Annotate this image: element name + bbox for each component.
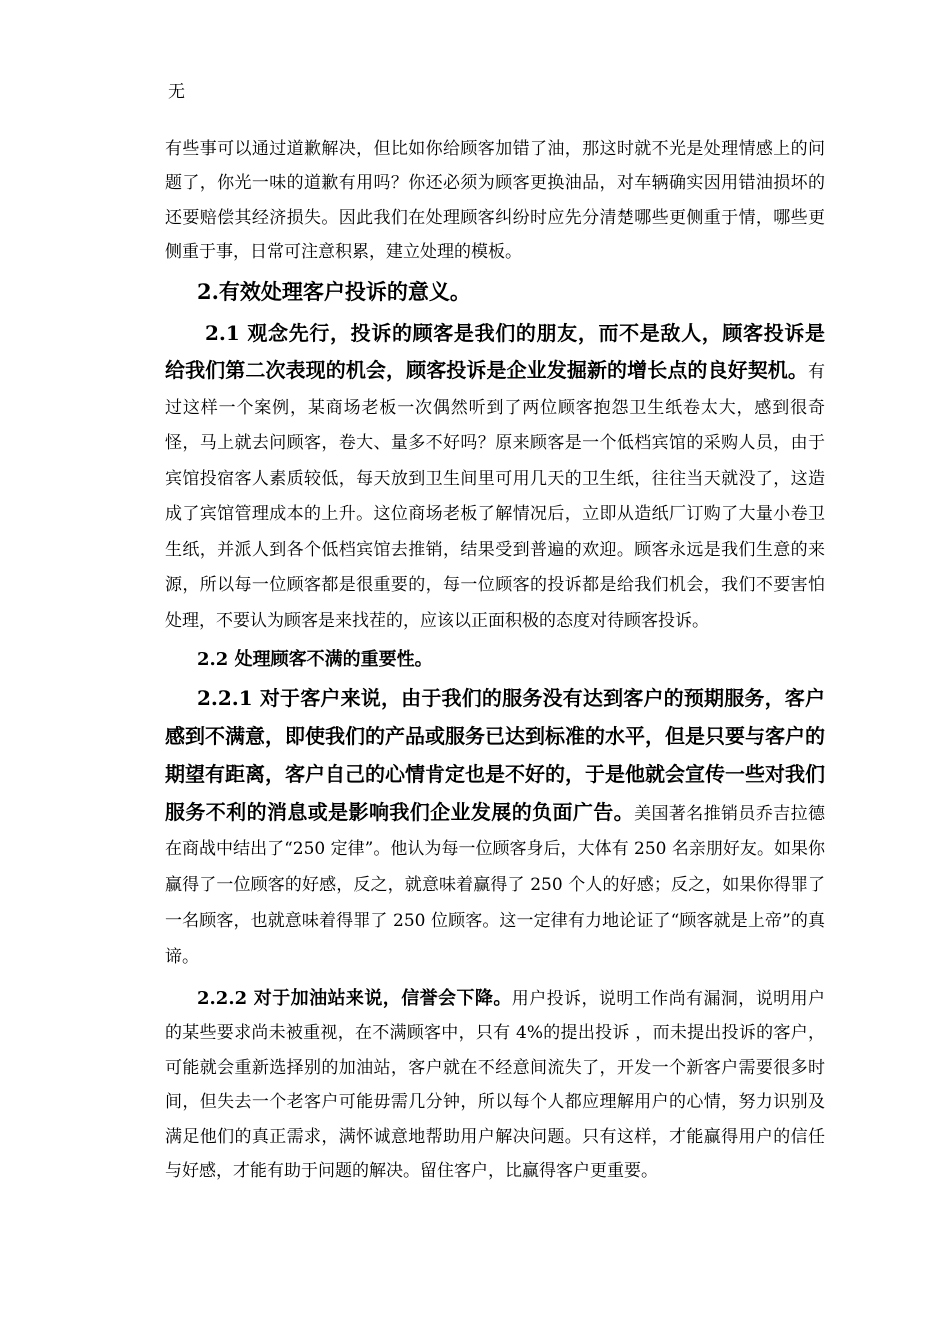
paragraph-2-1-body: 有过这样一个案例，某商场老板一次偶然听到了两位顾客抱怨卫生纸卷太大，感到很奇怪，马上就去问顾客，卷大、量多不好吗？原来顾客是一个低档宾馆的采购人员，由于宾馆投宿客人素质较低，每天放到卫生间里可用几天的卫生纸，往往当天就没了，这造成了宾馆管理成本的上升。这位商场老板了解情况后，立即从造纸厂订购了大量小卷卫生纸，并派人到各个低档宾馆去推销，结果受到普遍的欢迎。顾客永远是我们生意的来源，所以每一位顾客都是很重要的，每一位顾客的投诉都是给我们机会，我们不要害怕处理，不要认为顾客是来找茬的，应该以正面积极的态度对待顾客投诉。	[165, 362, 825, 631]
paragraph-2-2-2-lead: 2.2.2 对于加油站来说，信誉会下降。	[197, 987, 512, 1009]
section-heading-2: 2.有效处理客户投诉的意义。	[197, 278, 471, 304]
paragraph-2-2-1-body: 美国著名推销员乔吉拉德在商战中结出了“250 定律”。他认为每一位顾客身后，大体有 250 名亲朋好友。如果你赢得了一位顾客的好感，反之，就意味着赢得了 250 个人的好感；反之，如果你得罪了一名顾客，也就意味着得罪了 250 位顾客。这一定律有力地论证了“顾客就是上帝”的真谛。	[165, 803, 826, 967]
paragraph-2-1-lead: 2.1 观念先行，投诉的顾客是我们的朋友，而不是敌人，顾客投诉是给我们第二次表现的机会，顾客投诉是企业发掘新的增长点的良好契机。	[165, 320, 825, 383]
paragraph-2-2-1-lead: 2.2.1 对于客户来说，由于我们的服务没有达到客户的预期服务，客户感到不满意，即使我们的产品或服务已达到标准的水平，但是只要与客户的期望有距离，客户自己的心情肯定也是不好的，于是他就会宣传一些对我们服务不利的消息或是影响我们企业发展的负面广告。	[165, 686, 825, 824]
paragraph-intro: 有些事可以通过道歉解决，但比如你给顾客加错了油，那这时就不光是处理情感上的问题了，你光一味的道歉有用吗？你还必须为顾客更换油品，对车辆确实因用错油损坏的还要赔偿其经济损失。因此我们在处理顾客纠纷时应先分清楚哪些更侧重于情，哪些更侧重于事，日常可注意积累，建立处理的模板。	[165, 139, 825, 263]
paragraph-2-1	[165, 316, 825, 640]
paragraph-2-2-2	[165, 982, 825, 1190]
paragraph-2-2-2-body: 用户投诉，说明工作尚有漏洞，说明用户的某些要求尚未被重视，在不满顾客中，只有 4%的提出投诉 ，而未提出投诉的客户，可能就会重新选择别的加油站，客户就在不经意间流失了，开发一个新客户需要很多时间，但失去一个老客户可能毋需几分钟，所以每个人都应理解用户的心情，努力识别及满足他们的真正需求，满怀诚意地帮助用户解决问题。只有这样，才能赢得用户的信任与好感，才能有助于问题的解决。留住客户，比赢得客户更重要。	[165, 988, 826, 1182]
subsection-heading-2-2: 2.2 处理顾客不满的重要性。	[197, 649, 433, 671]
paragraph-2-2-1	[165, 681, 825, 975]
page-header: 无	[168, 82, 185, 102]
document-body	[165, 132, 825, 1189]
